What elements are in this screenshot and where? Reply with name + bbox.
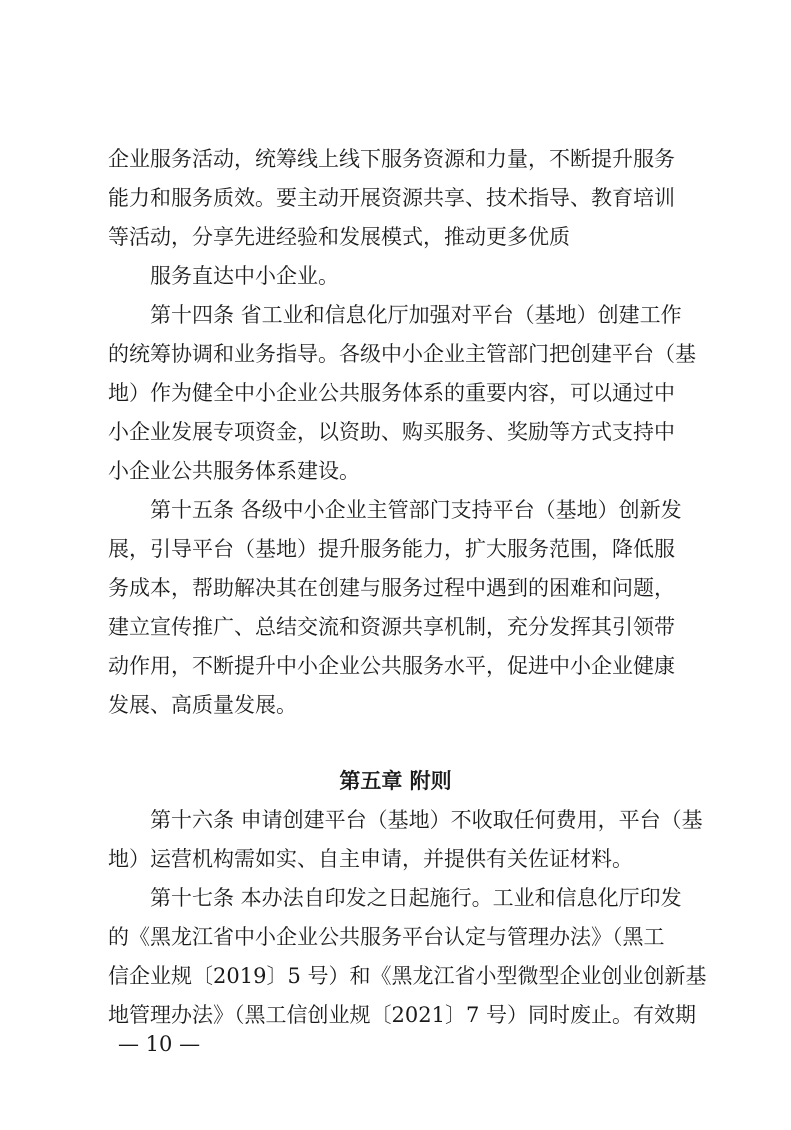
page-number: — 10 — <box>118 1032 201 1056</box>
text-line: 地管理办法》（黑工信创业规〔2021〕7 号）同时废止。有效期 <box>108 1003 696 1027</box>
text-line: 展，引导平台（基地）提升服务能力，扩大服务范围，降低服 <box>108 537 675 561</box>
text-line: 第十六条 申请创建平台（基地）不收取任何费用，平台（基 <box>108 808 703 832</box>
text-line: 地）作为健全中小企业公共服务体系的重要内容，可以通过中 <box>108 381 675 405</box>
text-line: 第十七条 本办法自印发之日起施行。工业和信息化厅印发 <box>108 886 682 910</box>
text-line: 发展、高质量发展。 <box>108 693 297 717</box>
text-line: 地）运营机构需如实、自主申请，并提供有关佐证材料。 <box>108 847 633 871</box>
text-line: 动作用，不断提升中小企业公共服务水平，促进中小企业健康 <box>108 654 675 678</box>
text-line: 企业服务活动，统筹线上线下服务资源和力量，不断提升服务 <box>108 147 675 171</box>
text-line: 第十四条 省工业和信息化厅加强对平台（基地）创建工作 <box>108 303 682 327</box>
text-line: 第十五条 各级中小企业主管部门支持平台（基地）创新发 <box>108 498 682 522</box>
text-line: 的《黑龙江省中小企业公共服务平台认定与管理办法》（黑工 <box>108 925 665 949</box>
text-line: 能力和服务质效。要主动开展资源共享、技术指导、教育培训 <box>108 186 675 210</box>
text-line: 服务直达中小企业。 <box>108 264 339 288</box>
text-line: 小企业发展专项资金，以资助、购买服务、奖励等方式支持中 <box>108 420 675 444</box>
text-line: 的统筹协调和业务指导。各级中小企业主管部门把创建平台（基 <box>108 342 696 366</box>
text-line: 小企业公共服务体系建设。 <box>108 459 360 483</box>
chapter-title: 第五章 附则 <box>339 769 452 793</box>
text-line: 务成本，帮助解决其在创建与服务过程中遇到的困难和问题， <box>108 576 675 600</box>
text-line: 信企业规〔2019〕5 号）和《黑龙江省小型微型企业创业创新基 <box>108 964 707 988</box>
text-line: 建立宣传推广、总结交流和资源共享机制，充分发挥其引领带 <box>108 615 675 639</box>
text-line: 等活动，分享先进经验和发展模式，推动更多优质 <box>108 225 570 249</box>
